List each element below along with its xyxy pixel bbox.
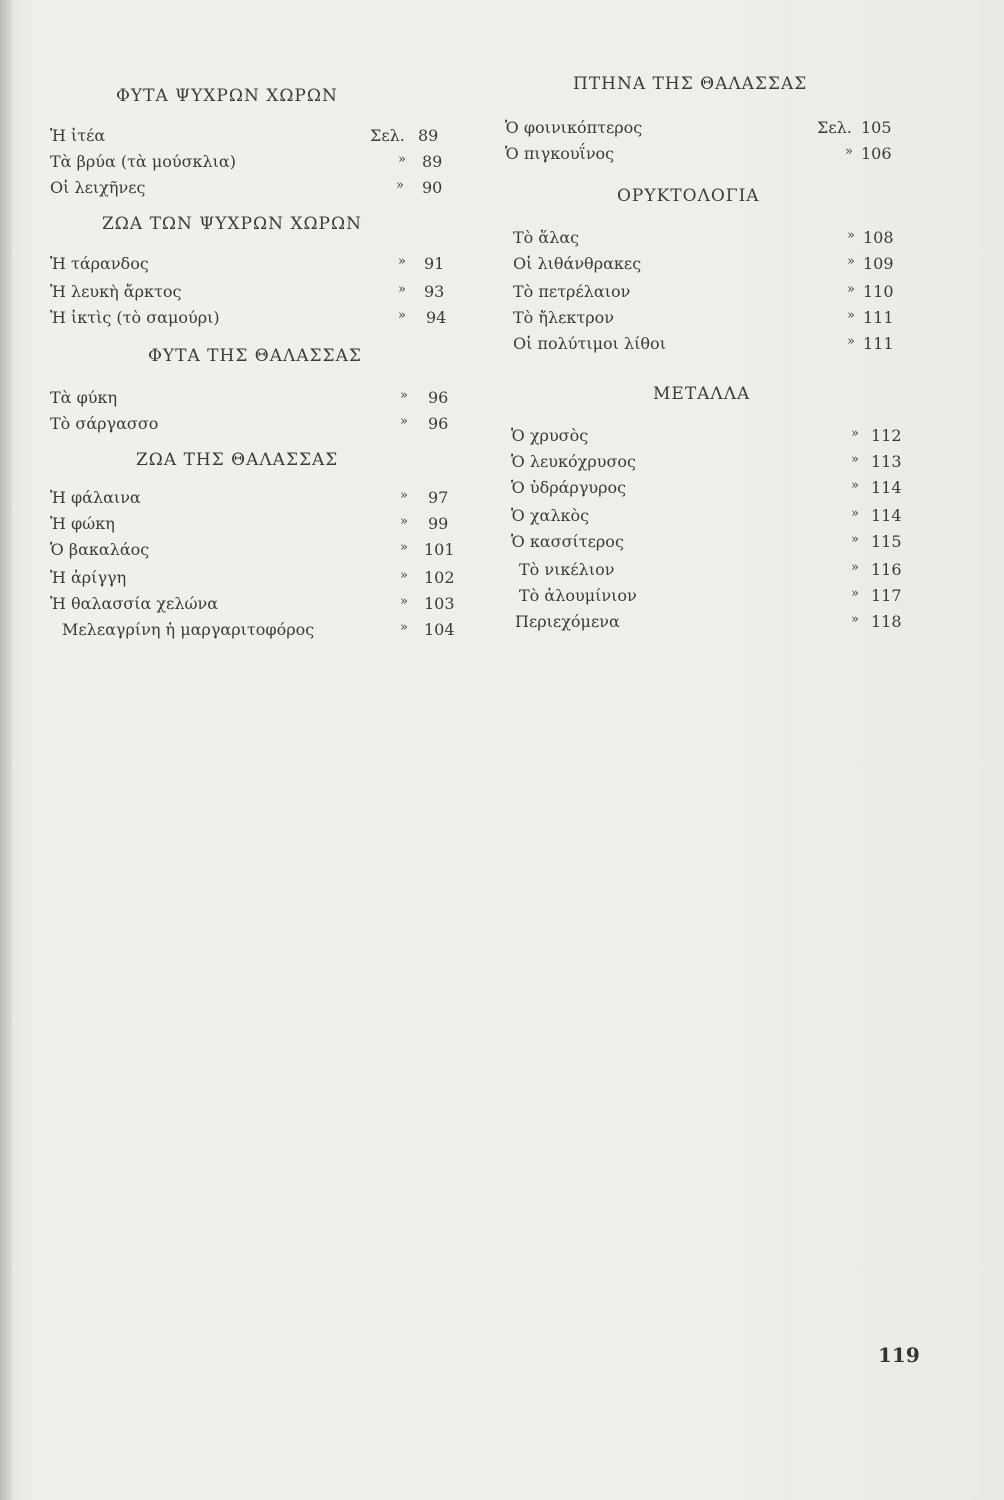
ditto-mark: » [851, 478, 859, 493]
section-heading: ΖΩΑ ΤΗΣ ΘΑΛΑΣΣΑΣ [136, 450, 339, 470]
ditto-mark: » [400, 514, 408, 529]
entry-label: Ἡ λευκὴ ἄρκτος [50, 282, 182, 301]
ditto-mark: » [400, 620, 408, 635]
ditto-mark: » [851, 506, 859, 521]
entry-label: Ἡ ἰκτὶς (τὸ σαμούρι) [50, 308, 220, 327]
page-ref: 114 [871, 506, 902, 525]
entry-label: Ἡ φάλαινα [50, 488, 141, 507]
page-ref: 117 [871, 586, 902, 605]
entry-label: Ἡ τάρανδος [50, 254, 149, 273]
ditto-mark: » [847, 228, 855, 243]
toc-entry [505, 254, 905, 280]
entry-label: Ὁ λευκόχρυσος [511, 452, 636, 471]
entry-label: Οἱ πολύτιμοι λίθοι [513, 334, 666, 353]
section-heading: ΟΡΥΚΤΟΛΟΓΙΑ [617, 186, 760, 206]
page-ref: 103 [424, 594, 455, 613]
section-heading: ΠΤΗΝΑ ΤΗΣ ΘΑΛΑΣΣΑΣ [573, 74, 808, 94]
entry-label: Ὁ χρυσὸς [511, 426, 589, 445]
page-ref: 101 [424, 540, 455, 559]
toc-entry [505, 612, 905, 638]
page-number: 119 [878, 1343, 920, 1367]
toc-entry [50, 488, 470, 514]
page-ref: 115 [871, 532, 902, 551]
ditto-mark: » [851, 586, 859, 601]
toc-entry [505, 334, 905, 360]
page-ref: 91 [424, 254, 445, 273]
page-ref: 110 [863, 282, 894, 301]
page-ref: 109 [863, 254, 894, 273]
toc-entry [505, 506, 905, 532]
ditto-mark: » [845, 144, 853, 159]
toc-entry [50, 414, 470, 440]
entry-label: Μελεαγρίνη ἡ μαργαριτοφόρος [62, 620, 315, 639]
entry-label: Τὰ φύκη [50, 388, 118, 407]
toc-entry [50, 152, 470, 178]
entry-label: Οἱ λιθάνθρακες [513, 254, 642, 273]
ditto-mark: » [398, 254, 406, 269]
entry-label: Περιεχόμενα [515, 612, 620, 631]
ditto-mark: » [847, 254, 855, 269]
toc-entry [50, 568, 470, 594]
page-ref: 118 [871, 612, 902, 631]
page-abbrev: Σελ. [370, 126, 405, 145]
toc-entry [505, 426, 905, 452]
page-ref: 102 [424, 568, 455, 587]
entry-label: Ὁ κασσίτερος [511, 532, 624, 551]
ditto-mark: » [400, 594, 408, 609]
page-ref: 90 [422, 178, 443, 197]
page-ref: 96 [428, 388, 449, 407]
ditto-mark: » [398, 282, 406, 297]
entry-label: Τὸ ἤλεκτρον [513, 308, 615, 327]
entry-label: Τὸ ἅλας [513, 228, 580, 247]
page-ref: 99 [428, 514, 449, 533]
toc-entry [50, 308, 470, 334]
toc-entry [505, 560, 905, 586]
entry-label: Ἡ θαλασσία χελώνα [50, 594, 219, 613]
page-ref: 114 [871, 478, 902, 497]
page-abbrev: Σελ. [817, 118, 852, 137]
entry-label: Ὁ πιγκουΐνος [505, 144, 615, 163]
page-ref: 94 [426, 308, 447, 327]
ditto-mark: » [400, 488, 408, 503]
section-heading: ΜΕΤΑΛΛΑ [653, 384, 751, 404]
page-ref: 106 [861, 144, 892, 163]
entry-label: Τὰ βρύα (τὰ μούσκλια) [50, 152, 236, 171]
ditto-mark: » [396, 178, 404, 193]
toc-entry [50, 540, 470, 566]
ditto-mark: » [847, 334, 855, 349]
toc-entry [505, 144, 905, 170]
section-heading: ΦΥΤΑ ΨΥΧΡΩΝ ΧΩΡΩΝ [116, 86, 338, 106]
ditto-mark: » [400, 568, 408, 583]
page-ref: 96 [428, 414, 449, 433]
ditto-mark: » [400, 540, 408, 555]
toc-entry [505, 586, 905, 612]
book-gutter [0, 0, 12, 1500]
toc-entry [50, 282, 470, 308]
toc-entry [505, 532, 905, 558]
entry-label: Ὁ χαλκὸς [511, 506, 590, 525]
toc-entry [50, 514, 470, 540]
toc-entry [505, 282, 905, 308]
page-ref: 104 [424, 620, 455, 639]
toc-entry [50, 594, 470, 620]
section-heading: ΖΩΑ ΤΩΝ ΨΥΧΡΩΝ ΧΩΡΩΝ [102, 214, 362, 234]
page-ref: 105 [861, 118, 892, 137]
ditto-mark: » [847, 308, 855, 323]
page-ref: 108 [863, 228, 894, 247]
toc-entry [505, 308, 905, 334]
toc-entry [505, 452, 905, 478]
page-ref: 97 [428, 488, 449, 507]
page-ref: 112 [871, 426, 902, 445]
entry-label: Ὁ βακαλάος [50, 540, 150, 559]
page-ref: 113 [871, 452, 902, 471]
toc-entry [50, 388, 470, 414]
page-ref: 111 [863, 308, 894, 327]
entry-label: Τὸ σάργασσο [50, 414, 159, 433]
toc-entry [505, 478, 905, 504]
ditto-mark: » [400, 414, 408, 429]
page-ref: 116 [871, 560, 902, 579]
entry-label: Ἡ ἰτέα [50, 126, 106, 145]
ditto-mark: » [851, 560, 859, 575]
section-heading: ΦΥΤΑ ΤΗΣ ΘΑΛΑΣΣΑΣ [148, 346, 362, 366]
entry-label: Ἡ ἀρίγγη [50, 568, 127, 587]
toc-entry [50, 620, 470, 646]
entry-label: Οἱ λειχῆνες [50, 178, 146, 197]
toc-entry [505, 228, 905, 254]
page-ref: 89 [418, 126, 439, 145]
entry-label: Τὸ πετρέλαιον [513, 282, 631, 301]
ditto-mark: » [398, 152, 406, 167]
toc-entry [50, 126, 470, 152]
entry-label: Τὸ νικέλιον [519, 560, 615, 579]
entry-label: Ὁ φοινικόπτερος [505, 118, 643, 137]
page-ref: 111 [863, 334, 894, 353]
ditto-mark: » [400, 388, 408, 403]
entry-label: Τὸ ἀλουμίνιον [519, 586, 637, 605]
entry-label: Ἡ φώκη [50, 514, 115, 533]
entry-label: Ὁ ὑδράργυρος [511, 478, 627, 497]
toc-entry [50, 178, 470, 204]
page-ref: 89 [422, 152, 443, 171]
page-ref: 93 [424, 282, 445, 301]
ditto-mark: » [851, 426, 859, 441]
ditto-mark: » [851, 452, 859, 467]
toc-entry [505, 118, 905, 144]
toc-entry [50, 254, 470, 280]
ditto-mark: » [847, 282, 855, 297]
ditto-mark: » [851, 612, 859, 627]
ditto-mark: » [398, 308, 406, 323]
ditto-mark: » [851, 532, 859, 547]
